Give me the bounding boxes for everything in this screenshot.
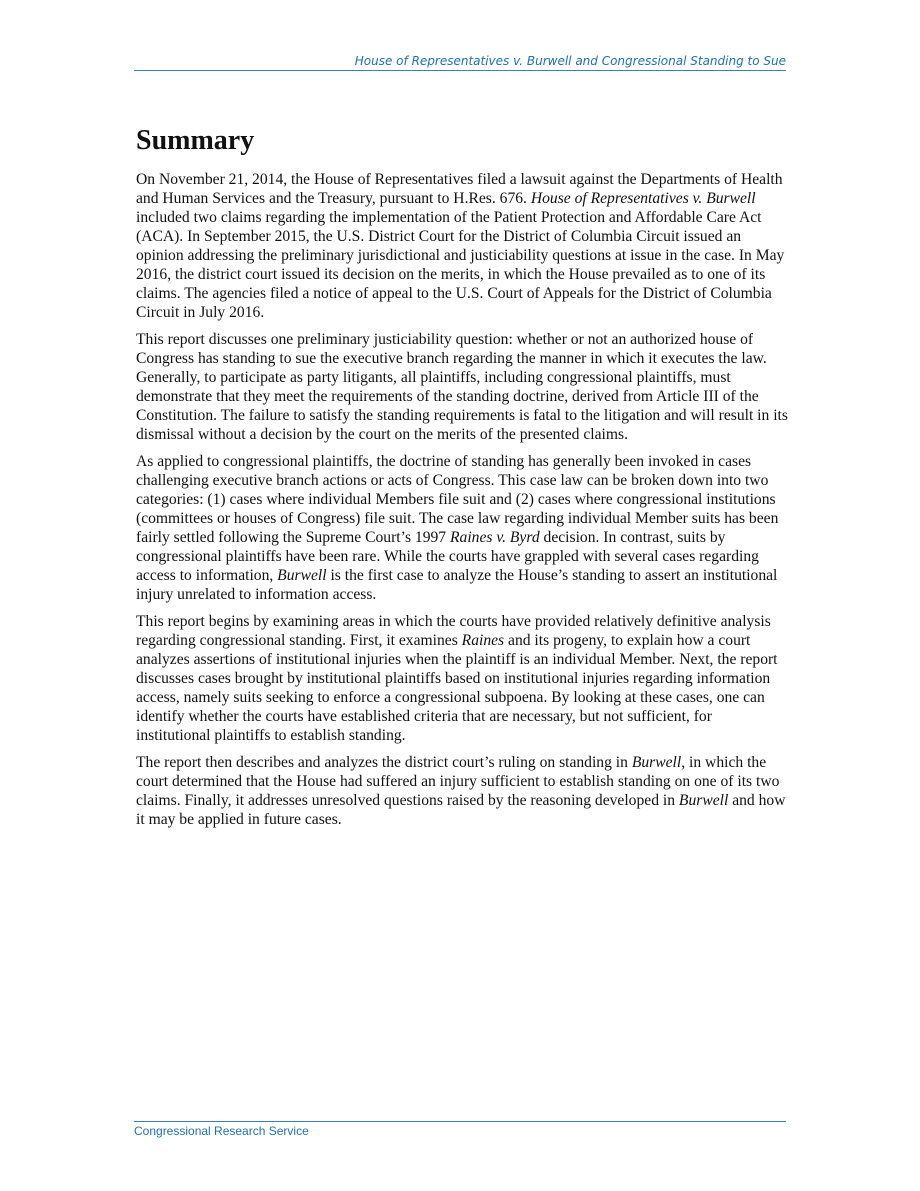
summary-paragraph-3	[136, 452, 788, 604]
section-heading: Summary	[136, 125, 255, 156]
case-name: Burwell	[678, 792, 729, 809]
footer-publisher: Congressional Research Service	[134, 1124, 309, 1138]
paragraph-text: included two claims regarding the implementation of the Patient Protection and Affordable Care Act (ACA). In September 2015, the U.S. District Court for the District of Columbia Circuit issued an opinion addressing the preliminary jurisdictional and justiciability questions at issue in the case. In May 2016, the district court issued its decision on the merits, in which the House prevailed as to one of its claims. The agencies filed a notice of appeal to the U.S. Court of Appeals for the District of Columbia Circuit in July 2016.	[136, 209, 785, 321]
summary-section	[136, 124, 788, 837]
summary-paragraph-5	[136, 753, 788, 829]
case-name: Burwell	[277, 567, 327, 584]
paragraph-text: This report discusses one preliminary justiciability question: whether or not an authorized house of Congress has standing to sue the executive branch regarding the manner in which it executes the law. Generally, to participate as party litigants, all plaintiffs, including congressional plaintiffs, must demonstrate that they meet the requirements of the standing doctrine, derived from Article III of the Constitution. The failure to satisfy the standing requirements is fatal to the litigation and will result in its dismissal without a decision by the court on the merits of the presented claims.	[136, 331, 788, 443]
summary-paragraph-2	[136, 330, 788, 444]
case-name: Raines v. Byrd	[450, 529, 540, 546]
case-name: Burwell	[631, 754, 682, 771]
paragraph-text: As applied to congressional plaintiffs, the doctrine of standing has generally been invoked in cases challenging executive branch actions or acts of Congress. This case law can be broken down into two categories: (1) cases where individual Members file suit and (2) cases where congressional institutions (committees or houses of Congress) file suit. The case law regarding individual Member suits has been fairly settled following the Supreme Court’s 1997	[136, 453, 779, 546]
running-footer	[134, 1121, 786, 1138]
summary-paragraph-4	[136, 612, 788, 745]
summary-paragraph-1	[136, 170, 788, 322]
paragraph-text: decision. In contrast, suits by congressional plaintiffs have been rare. While the courts have grappled with several cases regarding access to information,	[136, 529, 759, 584]
case-name: House of Representatives v. Burwell	[530, 190, 756, 207]
paragraph-text: and how it may be applied in future cases.	[136, 792, 786, 828]
case-name: Raines	[461, 632, 505, 649]
paragraph-text: The report then describes and analyzes the district court’s ruling on standing in	[136, 754, 632, 771]
paragraph-text: and its progeny, to explain how a court analyzes assertions of institutional injuries when the plaintiff is an individual Member. Next, the report discusses cases brought by institutional plaintiffs based on institutional injuries regarding information access, namely suits seeking to enforce a congressional subpoena. By looking at these cases, one can identify whether the courts have established criteria that are necessary, but not sufficient, for institutional plaintiffs to establish standing.	[136, 632, 778, 744]
paragraph-text: This report begins by examining areas in which the courts have provided relatively definitive analysis regarding congressional standing. First, it examines	[136, 613, 771, 649]
paragraph-text: , in which the court determined that the House had suffered an injury sufficient to establish standing on one of its two claims. Finally, it addresses unresolved questions raised by the reasoning developed in	[136, 754, 780, 809]
paragraph-text: is the first case to analyze the House’s standing to assert an institutional injury unrelated to information access.	[136, 567, 778, 603]
running-header	[134, 54, 786, 71]
paragraph-text: On November 21, 2014, the House of Representatives filed a lawsuit against the Departments of Health and Human Services and the Treasury, pursuant to H.Res. 676.	[136, 171, 783, 207]
running-header-title: House of Representatives v. Burwell and Congressional Standing to Sue	[354, 54, 786, 68]
